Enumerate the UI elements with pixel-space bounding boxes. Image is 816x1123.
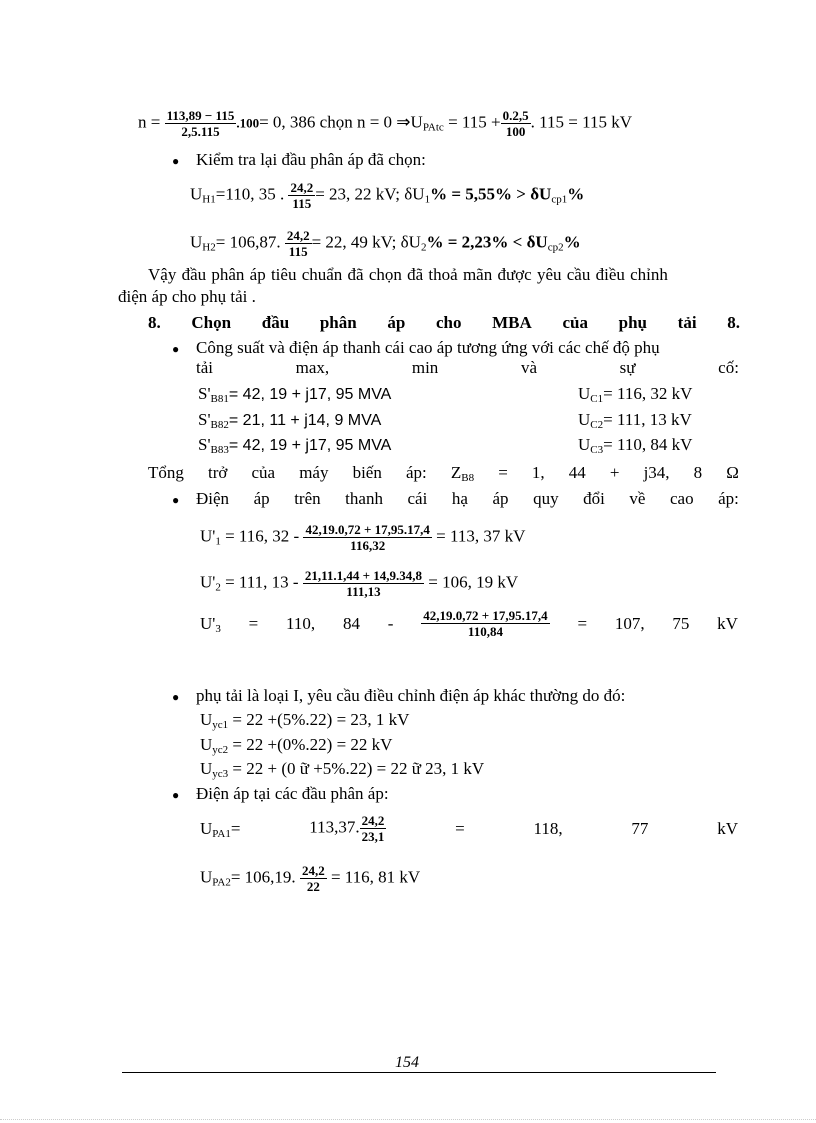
word: 1, [531,463,545,482]
word: j34, [643,463,670,482]
fraction [285,228,312,259]
sym: U [578,410,591,429]
sub: 1 [215,535,221,548]
eq-mid: = 0, 386 chọn n = 0 ⇒U [259,112,423,132]
frac-den: 23,1 [361,829,385,844]
sym: U [200,735,213,754]
word: áp [492,489,509,508]
frac-den: 115 [292,196,312,211]
equation-n [138,108,632,139]
sym: U [200,759,213,778]
value: = 21, 11 + j14, 9 MVA [228,412,382,429]
equation-u2 [200,568,518,599]
value: = 22 +(0%.22) = 22 kV [228,735,393,754]
eq-x100: .100 [236,115,260,131]
fraction [360,813,387,844]
eq-mid: = 116, 32 - [220,526,300,546]
sub: 2 [215,581,221,594]
sub: yc3 [212,768,229,780]
sym: U [200,710,213,729]
section-heading-8 [148,313,740,333]
sym: U [578,384,591,403]
value: = 111, 13 kV [603,410,692,429]
word: biến [352,463,382,482]
value: = 42, 19 + j17, 95 MVA [228,386,392,403]
fraction [303,568,424,599]
word: về [629,489,646,508]
word: kV [717,613,738,633]
frac-num: 24,2 [290,180,314,195]
sym: S' [198,410,211,429]
sub: PA2 [212,876,231,889]
voltage-row [578,435,692,455]
equation-u1 [200,522,525,553]
word: phân [319,313,357,332]
eq-mid: = 111, 13 - [220,572,299,592]
word: hạ [451,489,468,508]
bullet-text-cont [196,358,739,378]
word: cho [435,313,462,332]
sym: U [578,435,591,454]
bullet-text: phụ tải là loại I, yêu cầu điều chỉnh điện áp khác thường do đó: [196,686,626,705]
eq-tail: . 115 = 115 kV [530,112,632,132]
value: = 110, 84 kV [603,435,693,454]
frac-den: 22 [306,879,320,894]
word: 84 [342,613,360,633]
sub: yc1 [212,719,229,731]
word: - [387,613,394,633]
sub: cp1 [551,193,568,206]
eq-end: % [567,184,585,204]
voltage-row [578,410,692,430]
paragraph-line-1: Vậy đầu phân áp tiêu chuẩn đã chọn đã thoả mãn được yêu cầu điều chỉnh [148,265,668,284]
word: tải [196,358,213,377]
value: = 22 + (0 ữ +5%.22) = 22 ữ 23, 1 kV [228,759,485,778]
equation-upa2 [200,863,420,894]
word: Ω [726,463,739,482]
word: của [562,313,588,332]
page-number: 154 [395,1054,419,1071]
frac-num: 42,19.0,72 + 17,95.17,4 [423,608,548,623]
frac-den: 111,13 [346,584,381,599]
sym: U [200,818,213,838]
frac-den: 110,84 [467,624,503,639]
equation-uh1 [190,180,584,211]
word: 8. [148,313,161,332]
paragraph-line-2: điện áp cho phụ tải . [118,287,256,306]
load-row [198,384,391,405]
eq-post: = 116, 81 kV [330,867,421,887]
bullet-icon: ● [172,690,180,704]
eq-sub: PAtc [422,121,444,134]
value: = 42, 19 + j17, 95 MVA [228,437,392,454]
word: = [577,613,588,633]
word: cố: [718,358,739,377]
sub: PA1 [212,827,231,840]
word: kV [717,818,738,838]
word: 75 [672,613,690,633]
word: phụ [618,313,647,332]
frac-num: 42,19.0,72 + 17,95.17,4 [305,522,430,537]
word: 8 [693,463,703,482]
fraction [303,522,431,553]
sub: C3 [590,444,604,456]
impedance-symbol [451,463,474,483]
fraction [300,863,327,894]
word: và [520,358,537,377]
coef-group [309,813,386,844]
uyc-row [200,710,409,730]
sym-group [200,614,221,634]
value: = 22 +(5%.22) = 23, 1 kV [228,710,410,729]
equation-u3 [200,608,738,639]
frac-num: 113,89 − 115 [166,108,235,123]
frac-num: 21,11.1,44 + 14,9.34,8 [304,568,423,583]
eq-pre: =110, 35 . [215,184,285,204]
word: 118, [533,818,563,838]
fraction [288,180,315,211]
eq: = [230,818,241,838]
word: của [251,463,276,482]
fraction-n [165,108,237,139]
fraction-tap [501,108,531,139]
frac-num: 24,2 [301,863,325,878]
sub: C2 [590,419,604,431]
word: 107, [614,613,645,633]
word: 44 [568,463,586,482]
word: MBA [492,313,532,332]
frac-den: 2,5.115 [181,124,220,139]
frac-den: 100 [505,124,526,139]
word: + [609,463,620,482]
bullet-icon: ● [172,788,180,802]
uyc-row [200,735,392,755]
word: cao [669,489,694,508]
sub: B83 [210,444,229,456]
sub: B8 [461,472,475,484]
eq-lhs: n = [138,112,161,132]
bullet-icon: ● [172,154,180,168]
sub: 2 [420,241,427,254]
footer-rule [122,1072,716,1073]
coef: 113,37. [309,817,360,837]
eq-pct: % = 5,55% > δU [430,184,552,204]
word: Tổng [148,463,184,482]
impedance-line [148,463,739,483]
equation-uh2 [190,228,581,259]
sub: yc2 [212,744,229,756]
word: = [455,818,465,838]
load-row [198,435,391,456]
word: = [248,613,259,633]
word: đổi [583,489,605,508]
word: Điện [196,489,230,508]
sub: H1 [202,193,216,206]
word: Chọn [191,313,232,332]
word: 110, [286,613,316,633]
word: sự [619,358,636,377]
eq-rhs: = 115 + [448,112,501,132]
word: 8. [727,313,740,332]
eq-pre: = 106,87. [215,232,281,252]
sub: B81 [210,393,229,405]
bullet-text: Điện áp tại các đầu phân áp: [196,784,389,803]
frac-num: 24,2 [361,813,385,828]
equation-upa1 [200,813,738,844]
fraction [421,608,549,639]
word: đầu [261,313,290,332]
word: thanh [345,489,383,508]
value: = 116, 32 kV [603,384,693,403]
word: = [498,463,508,482]
sub: B82 [210,419,229,431]
sub: H2 [202,241,216,254]
page-edge [0,1119,816,1120]
frac-den: 115 [288,244,308,259]
sub: 3 [215,622,221,635]
word: quy [533,489,559,508]
word: áp [253,489,270,508]
eq-post: = 22, 49 kV; δU [311,232,421,252]
eq-post: = 106, 19 kV [428,572,519,592]
sym: Z [450,463,462,482]
voltage-row [578,384,692,404]
word: máy [299,463,329,482]
word: tải [677,313,697,332]
word: min [411,358,439,377]
eq-post: = 113, 37 kV [436,526,526,546]
bullet-text: Công suất và điện áp thanh cái cao áp tương ứng với các chế độ phụ [196,338,660,357]
word: áp [387,313,406,332]
sym: U' [200,572,216,592]
sym: U' [200,526,216,546]
uyc-row [200,759,484,779]
frac-num: 24,2 [286,228,310,243]
eq-post: = 23, 22 kV; δU [315,184,425,204]
bullet-icon: ● [172,493,180,507]
sym: U [190,232,203,252]
sym: U [190,184,203,204]
sym: S' [198,435,211,454]
word: trở [208,463,228,482]
bullet-text: Kiểm tra lại đầu phân áp đã chọn: [196,150,426,169]
word: áp: [405,463,427,482]
eq-pre: = 106,19. [230,867,296,887]
sym-group [200,819,240,839]
frac-den: 116,32 [350,538,386,553]
bullet-text [196,489,739,509]
word: áp: [718,489,739,508]
word: cái [407,489,428,508]
word: trên [294,489,321,508]
load-row [198,410,381,431]
sym: S' [198,384,211,403]
sub: C1 [590,393,604,405]
eq-pct: % = 2,23% < δU [426,232,548,252]
sym: U [200,867,213,887]
eq-end: % [563,232,581,252]
word: 77 [631,818,649,838]
frac-num: 0.2,5 [502,108,529,123]
sub: cp2 [547,241,564,254]
sym: U' [200,613,216,633]
word: max, [295,358,330,377]
bullet-icon: ● [172,342,180,356]
sub: 1 [424,193,431,206]
